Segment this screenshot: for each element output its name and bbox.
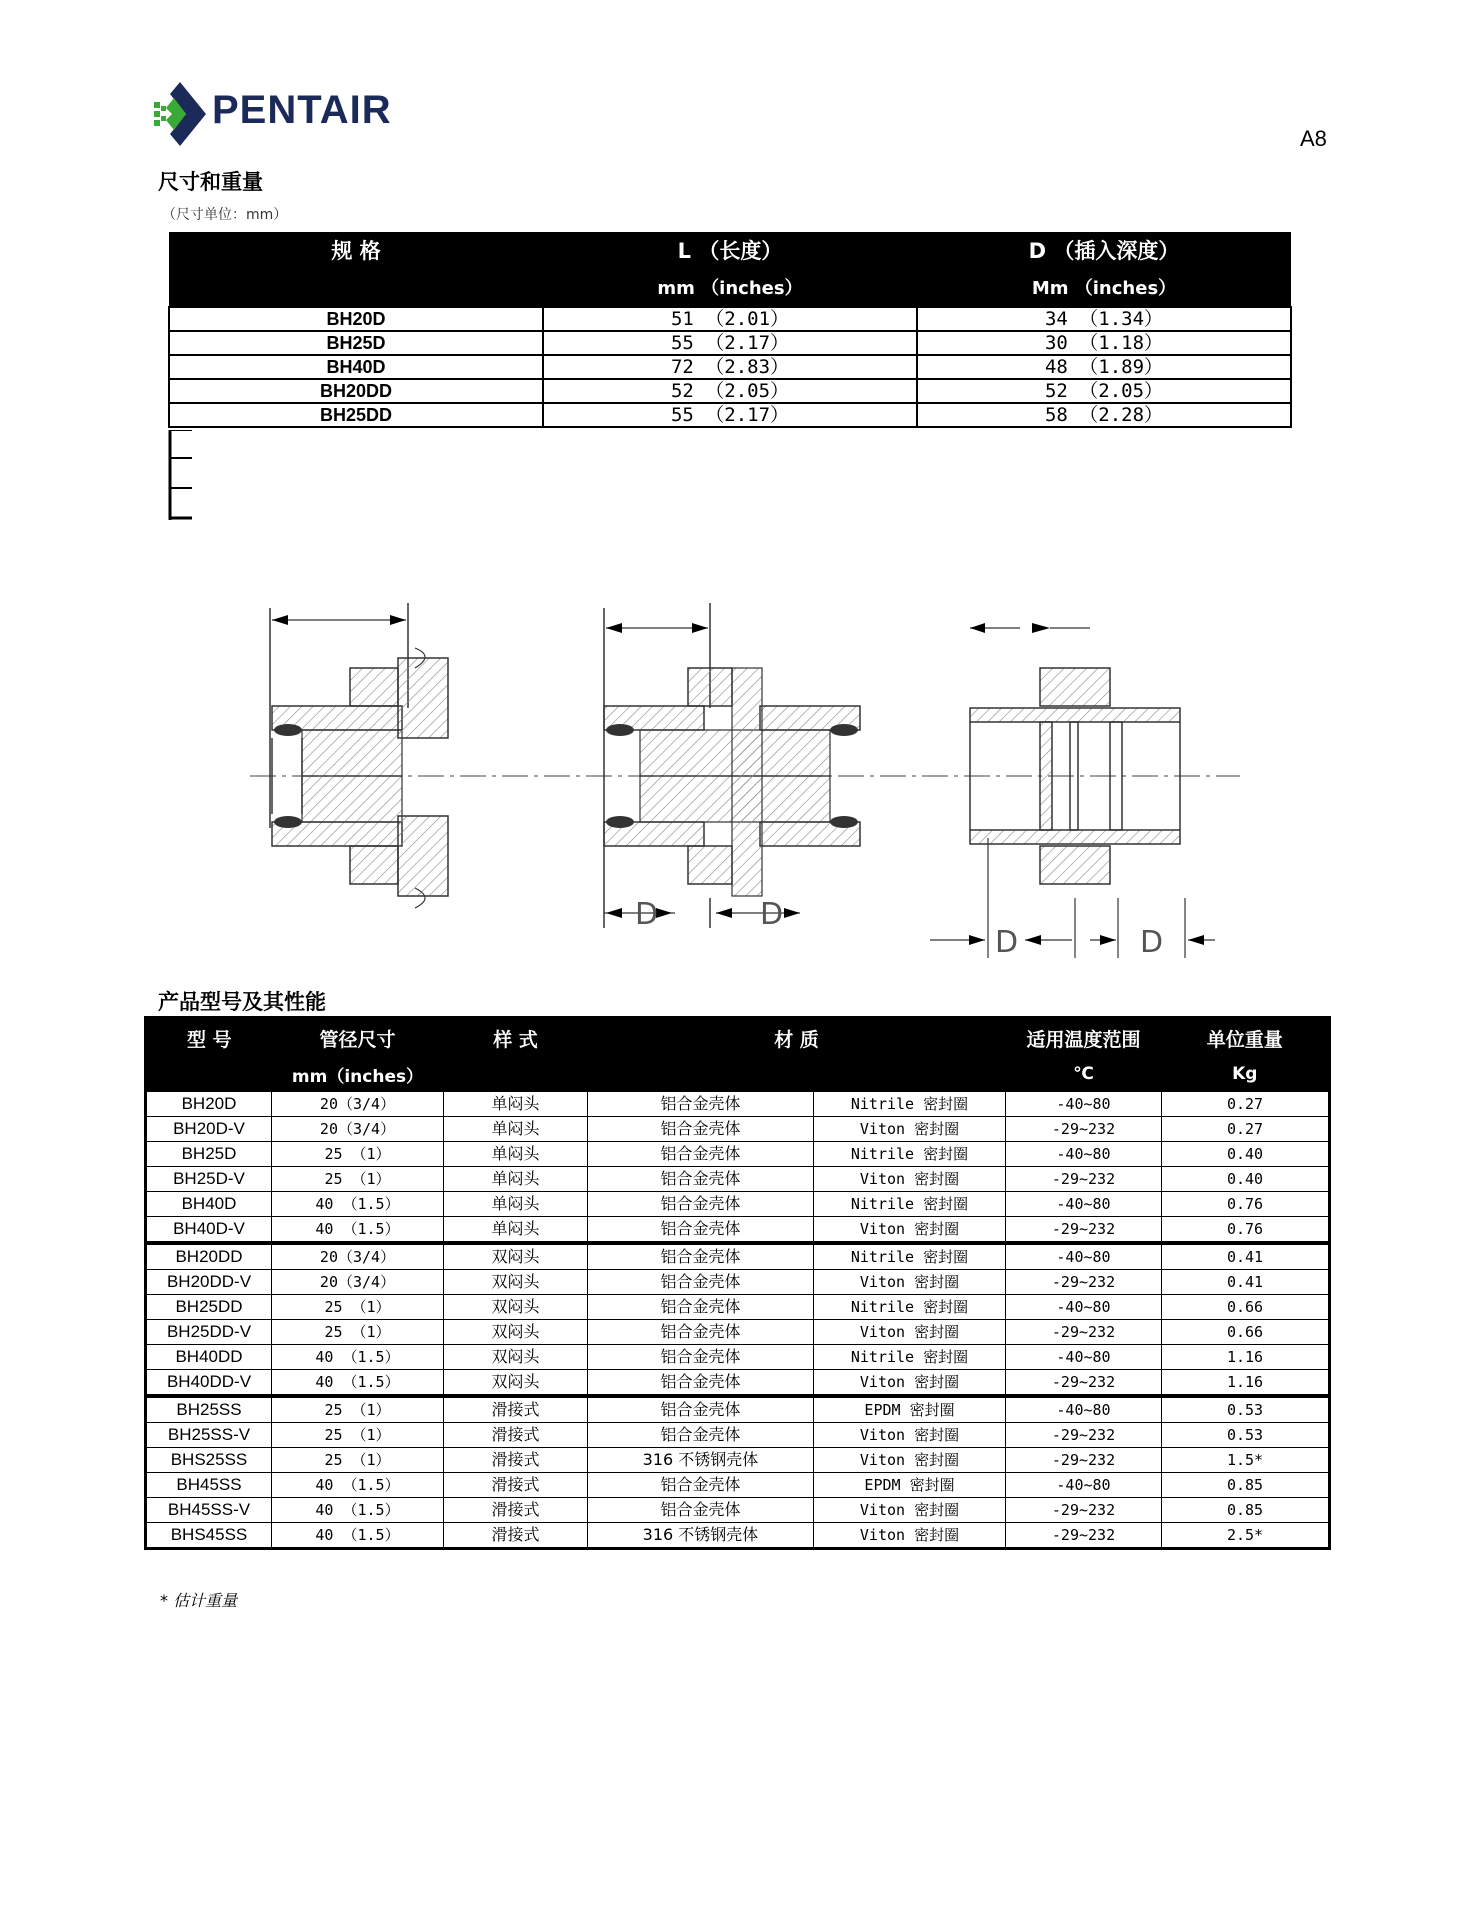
length-cell: 72 （2.83） (543, 355, 917, 379)
body-material-cell: 铝合金壳体 (588, 1092, 814, 1117)
table-row (146, 1142, 1330, 1167)
temp-cell: -29~232 (1006, 1270, 1162, 1295)
temp-cell: -40~80 (1006, 1243, 1162, 1270)
weight-cell: 1.5* (1162, 1448, 1330, 1473)
style-cell: 双闷头 (444, 1295, 588, 1320)
model-cell: BH20DD-V (146, 1270, 272, 1295)
body-material-cell: 铝合金壳体 (588, 1396, 814, 1423)
double-plug-drawing (604, 603, 860, 932)
header-temp-units: ℃ (1006, 1057, 1162, 1092)
body-material-cell: 铝合金壳体 (588, 1370, 814, 1397)
body-material-cell: 铝合金壳体 (588, 1345, 814, 1370)
header-weight: 单位重量 (1162, 1018, 1330, 1058)
body-material-cell: 316 不锈钢壳体 (588, 1448, 814, 1473)
depth-cell: 34 （1.34） (917, 307, 1291, 331)
body-material-cell: 铝合金壳体 (588, 1142, 814, 1167)
table-row (146, 1243, 1330, 1270)
model-cell: BH25SS-V (146, 1423, 272, 1448)
pipe-cell: 25 （1） (272, 1320, 444, 1345)
body-material-cell: 铝合金壳体 (588, 1192, 814, 1217)
table-row (169, 379, 1291, 403)
model-cell: BH40D (146, 1192, 272, 1217)
weight-cell: 0.41 (1162, 1270, 1330, 1295)
depth-cell: 30 （1.18） (917, 331, 1291, 355)
seal-material-cell: Viton 密封圈 (814, 1523, 1006, 1549)
pipe-cell: 40 （1.5） (272, 1523, 444, 1549)
table-row (146, 1448, 1330, 1473)
temp-cell: -40~80 (1006, 1092, 1162, 1117)
weight-cell: 0.53 (1162, 1423, 1330, 1448)
seal-material-cell: Nitrile 密封圈 (814, 1295, 1006, 1320)
seal-material-cell: Viton 密封圈 (814, 1167, 1006, 1192)
weight-cell: 0.66 (1162, 1320, 1330, 1345)
model-cell: BH45SS (146, 1473, 272, 1498)
seal-material-cell: EPDM 密封圈 (814, 1396, 1006, 1423)
dimensions-table (168, 232, 1292, 428)
pipe-cell: 25 （1） (272, 1142, 444, 1167)
pipe-cell: 25 （1） (272, 1295, 444, 1320)
seal-material-cell: Viton 密封圈 (814, 1320, 1006, 1345)
weight-cell: 0.27 (1162, 1092, 1330, 1117)
header-length: L （长度） (543, 232, 917, 268)
model-cell: BH25SS (146, 1396, 272, 1423)
length-cell: 55 （2.17） (543, 403, 917, 427)
style-cell: 双闷头 (444, 1320, 588, 1345)
table-row (146, 1423, 1330, 1448)
table-row (169, 403, 1291, 427)
table-edge-marks (168, 430, 194, 520)
header-material: 材 质 (588, 1018, 1006, 1058)
pipe-cell: 20（3/4） (272, 1092, 444, 1117)
model-cell: BHS45SS (146, 1523, 272, 1549)
model: BH25DD (169, 403, 543, 427)
dimensions-table-body (169, 307, 1291, 427)
cross-section-drawing (240, 598, 1250, 962)
weight-cell: 0.41 (1162, 1243, 1330, 1270)
pipe-cell: 40 （1.5） (272, 1370, 444, 1397)
style-cell: 单闷头 (444, 1117, 588, 1142)
table-row (169, 331, 1291, 355)
seal-material-cell: Nitrile 密封圈 (814, 1243, 1006, 1270)
temp-cell: -40~80 (1006, 1192, 1162, 1217)
seal-material-cell: Viton 密封圈 (814, 1270, 1006, 1295)
model: BH20D (169, 307, 543, 331)
table-row (146, 1498, 1330, 1523)
seal-material-cell: EPDM 密封圈 (814, 1473, 1006, 1498)
body-material-cell: 铝合金壳体 (588, 1217, 814, 1244)
model-cell: BH40D-V (146, 1217, 272, 1244)
style-cell: 单闷头 (444, 1167, 588, 1192)
model-cell: BHS25SS (146, 1448, 272, 1473)
weight-cell: 1.16 (1162, 1345, 1330, 1370)
seal-material-cell: Nitrile 密封圈 (814, 1345, 1006, 1370)
dimensions-unit-note: （尺寸单位：mm） (162, 207, 288, 223)
weight-cell: 0.40 (1162, 1142, 1330, 1167)
pipe-cell: 25 （1） (272, 1396, 444, 1423)
table-row (146, 1396, 1330, 1423)
body-material-cell: 铝合金壳体 (588, 1473, 814, 1498)
model-cell: BH40DD (146, 1345, 272, 1370)
table-row (146, 1167, 1330, 1192)
weight-cell: 0.27 (1162, 1117, 1330, 1142)
pipe-cell: 25 （1） (272, 1167, 444, 1192)
body-material-cell: 铝合金壳体 (588, 1295, 814, 1320)
header-material-sub (588, 1057, 1006, 1092)
temp-cell: -29~232 (1006, 1448, 1162, 1473)
table-row (146, 1523, 1330, 1549)
length-cell: 52 （2.05） (543, 379, 917, 403)
table-row (146, 1092, 1330, 1117)
length-cell: 55 （2.17） (543, 331, 917, 355)
temp-cell: -29~232 (1006, 1423, 1162, 1448)
style-cell: 滑接式 (444, 1423, 588, 1448)
weight-cell: 0.66 (1162, 1295, 1330, 1320)
body-material-cell: 铝合金壳体 (588, 1498, 814, 1523)
style-cell: 双闷头 (444, 1370, 588, 1397)
pipe-cell: 20（3/4） (272, 1117, 444, 1142)
model-cell: BH20DD (146, 1243, 272, 1270)
slip-plug-drawing (930, 623, 1215, 960)
weight-cell: 0.76 (1162, 1192, 1330, 1217)
table-row (146, 1270, 1330, 1295)
depth-cell: 48 （1.89） (917, 355, 1291, 379)
temp-cell: -29~232 (1006, 1320, 1162, 1345)
length-cell: 51 （2.01） (543, 307, 917, 331)
brand-name: PENTAIR (212, 88, 392, 132)
table-row (146, 1473, 1330, 1498)
style-cell: 滑接式 (444, 1523, 588, 1549)
seal-material-cell: Viton 密封圈 (814, 1423, 1006, 1448)
dimensions-title: 尺寸和重量 (158, 170, 263, 194)
style-cell: 滑接式 (444, 1498, 588, 1523)
pipe-cell: 40 （1.5） (272, 1498, 444, 1523)
pipe-cell: 25 （1） (272, 1448, 444, 1473)
temp-cell: -29~232 (1006, 1523, 1162, 1549)
drawing-label-d2: D (760, 897, 784, 932)
pipe-cell: 40 （1.5） (272, 1217, 444, 1244)
model-cell: BH25DD (146, 1295, 272, 1320)
body-material-cell: 铝合金壳体 (588, 1117, 814, 1142)
body-material-cell: 铝合金壳体 (588, 1243, 814, 1270)
seal-material-cell: Nitrile 密封圈 (814, 1092, 1006, 1117)
model-cell: BH20D (146, 1092, 272, 1117)
table-row (146, 1117, 1330, 1142)
temp-cell: -29~232 (1006, 1167, 1162, 1192)
table-row (146, 1370, 1330, 1397)
body-material-cell: 铝合金壳体 (588, 1423, 814, 1448)
header-length-units: mm （inches） (543, 268, 917, 307)
table-row (146, 1320, 1330, 1345)
style-cell: 单闷头 (444, 1142, 588, 1167)
pipe-cell: 20（3/4） (272, 1243, 444, 1270)
table-row (169, 355, 1291, 379)
weight-cell: 0.85 (1162, 1498, 1330, 1523)
drawing-label-d4: D (1140, 925, 1164, 960)
pipe-cell: 20（3/4） (272, 1270, 444, 1295)
temp-cell: -40~80 (1006, 1345, 1162, 1370)
header-pipe-units: mm（inches） (272, 1057, 444, 1092)
style-cell: 滑接式 (444, 1396, 588, 1423)
temp-cell: -29~232 (1006, 1117, 1162, 1142)
pipe-cell: 40 （1.5） (272, 1473, 444, 1498)
body-material-cell: 铝合金壳体 (588, 1167, 814, 1192)
body-material-cell: 铝合金壳体 (588, 1270, 814, 1295)
header-model-sub (146, 1057, 272, 1092)
dimensions-table-clip (168, 232, 1298, 430)
model-cell: BH40DD-V (146, 1370, 272, 1397)
depth-cell: 58 （2.28） (917, 403, 1291, 427)
pipe-cell: 40 （1.5） (272, 1345, 444, 1370)
seal-material-cell: Viton 密封圈 (814, 1498, 1006, 1523)
header-style: 样 式 (444, 1018, 588, 1058)
drawing-label-d3: D (995, 925, 1019, 960)
specs-title: 产品型号及其性能 (158, 990, 326, 1014)
seal-material-cell: Viton 密封圈 (814, 1370, 1006, 1397)
body-material-cell: 铝合金壳体 (588, 1320, 814, 1345)
model: BH25D (169, 331, 543, 355)
model: BH20DD (169, 379, 543, 403)
weight-cell: 1.16 (1162, 1370, 1330, 1397)
table-row (169, 307, 1291, 331)
header-temp: 适用温度范围 (1006, 1018, 1162, 1058)
header-spec-sub (169, 268, 543, 307)
style-cell: 单闷头 (444, 1092, 588, 1117)
table-row (146, 1217, 1330, 1244)
page-number: A8 (1300, 126, 1327, 151)
seal-material-cell: Nitrile 密封圈 (814, 1192, 1006, 1217)
style-cell: 单闷头 (444, 1192, 588, 1217)
temp-cell: -29~232 (1006, 1217, 1162, 1244)
model-cell: BH25D (146, 1142, 272, 1167)
seal-material-cell: Nitrile 密封圈 (814, 1142, 1006, 1167)
header-depth: D （插入深度） (917, 232, 1291, 268)
header-weight-units: Kg (1162, 1057, 1330, 1092)
table-row (146, 1192, 1330, 1217)
weight-cell: 0.53 (1162, 1396, 1330, 1423)
drawing-label-d1: D (635, 897, 659, 932)
header-spec: 规 格 (169, 232, 543, 268)
temp-cell: -29~232 (1006, 1370, 1162, 1397)
model-cell: BH45SS-V (146, 1498, 272, 1523)
temp-cell: -40~80 (1006, 1396, 1162, 1423)
seal-material-cell: Viton 密封圈 (814, 1117, 1006, 1142)
header-pipe: 管径尺寸 (272, 1018, 444, 1058)
table-row (146, 1295, 1330, 1320)
depth-cell: 52 （2.05） (917, 379, 1291, 403)
model-cell: BH25D-V (146, 1167, 272, 1192)
style-cell: 滑接式 (444, 1448, 588, 1473)
temp-cell: -40~80 (1006, 1142, 1162, 1167)
single-plug-drawing (270, 603, 448, 908)
model-cell: BH20D-V (146, 1117, 272, 1142)
seal-material-cell: Viton 密封圈 (814, 1448, 1006, 1473)
model: BH40D (169, 355, 543, 379)
weight-cell: 0.40 (1162, 1167, 1330, 1192)
table-row (146, 1345, 1330, 1370)
pipe-cell: 40 （1.5） (272, 1192, 444, 1217)
temp-cell: -40~80 (1006, 1473, 1162, 1498)
header-model: 型 号 (146, 1018, 272, 1058)
style-cell: 双闷头 (444, 1345, 588, 1370)
temp-cell: -29~232 (1006, 1498, 1162, 1523)
body-material-cell: 316 不锈钢壳体 (588, 1523, 814, 1549)
pentair-logo (152, 80, 422, 148)
footnote: * 估计重量 (160, 1591, 238, 1610)
style-cell: 单闷头 (444, 1217, 588, 1244)
header-depth-units: Mm （inches） (917, 268, 1291, 307)
specs-table-body (146, 1092, 1330, 1549)
style-cell: 双闷头 (444, 1243, 588, 1270)
seal-material-cell: Viton 密封圈 (814, 1217, 1006, 1244)
weight-cell: 0.85 (1162, 1473, 1330, 1498)
specs-table (144, 1016, 1331, 1550)
pipe-cell: 25 （1） (272, 1423, 444, 1448)
temp-cell: -40~80 (1006, 1295, 1162, 1320)
weight-cell: 0.76 (1162, 1217, 1330, 1244)
pentair-diamond-icon (152, 80, 208, 148)
weight-cell: 2.5* (1162, 1523, 1330, 1549)
model-cell: BH25DD-V (146, 1320, 272, 1345)
header-style-sub (444, 1057, 588, 1092)
style-cell: 滑接式 (444, 1473, 588, 1498)
style-cell: 双闷头 (444, 1270, 588, 1295)
